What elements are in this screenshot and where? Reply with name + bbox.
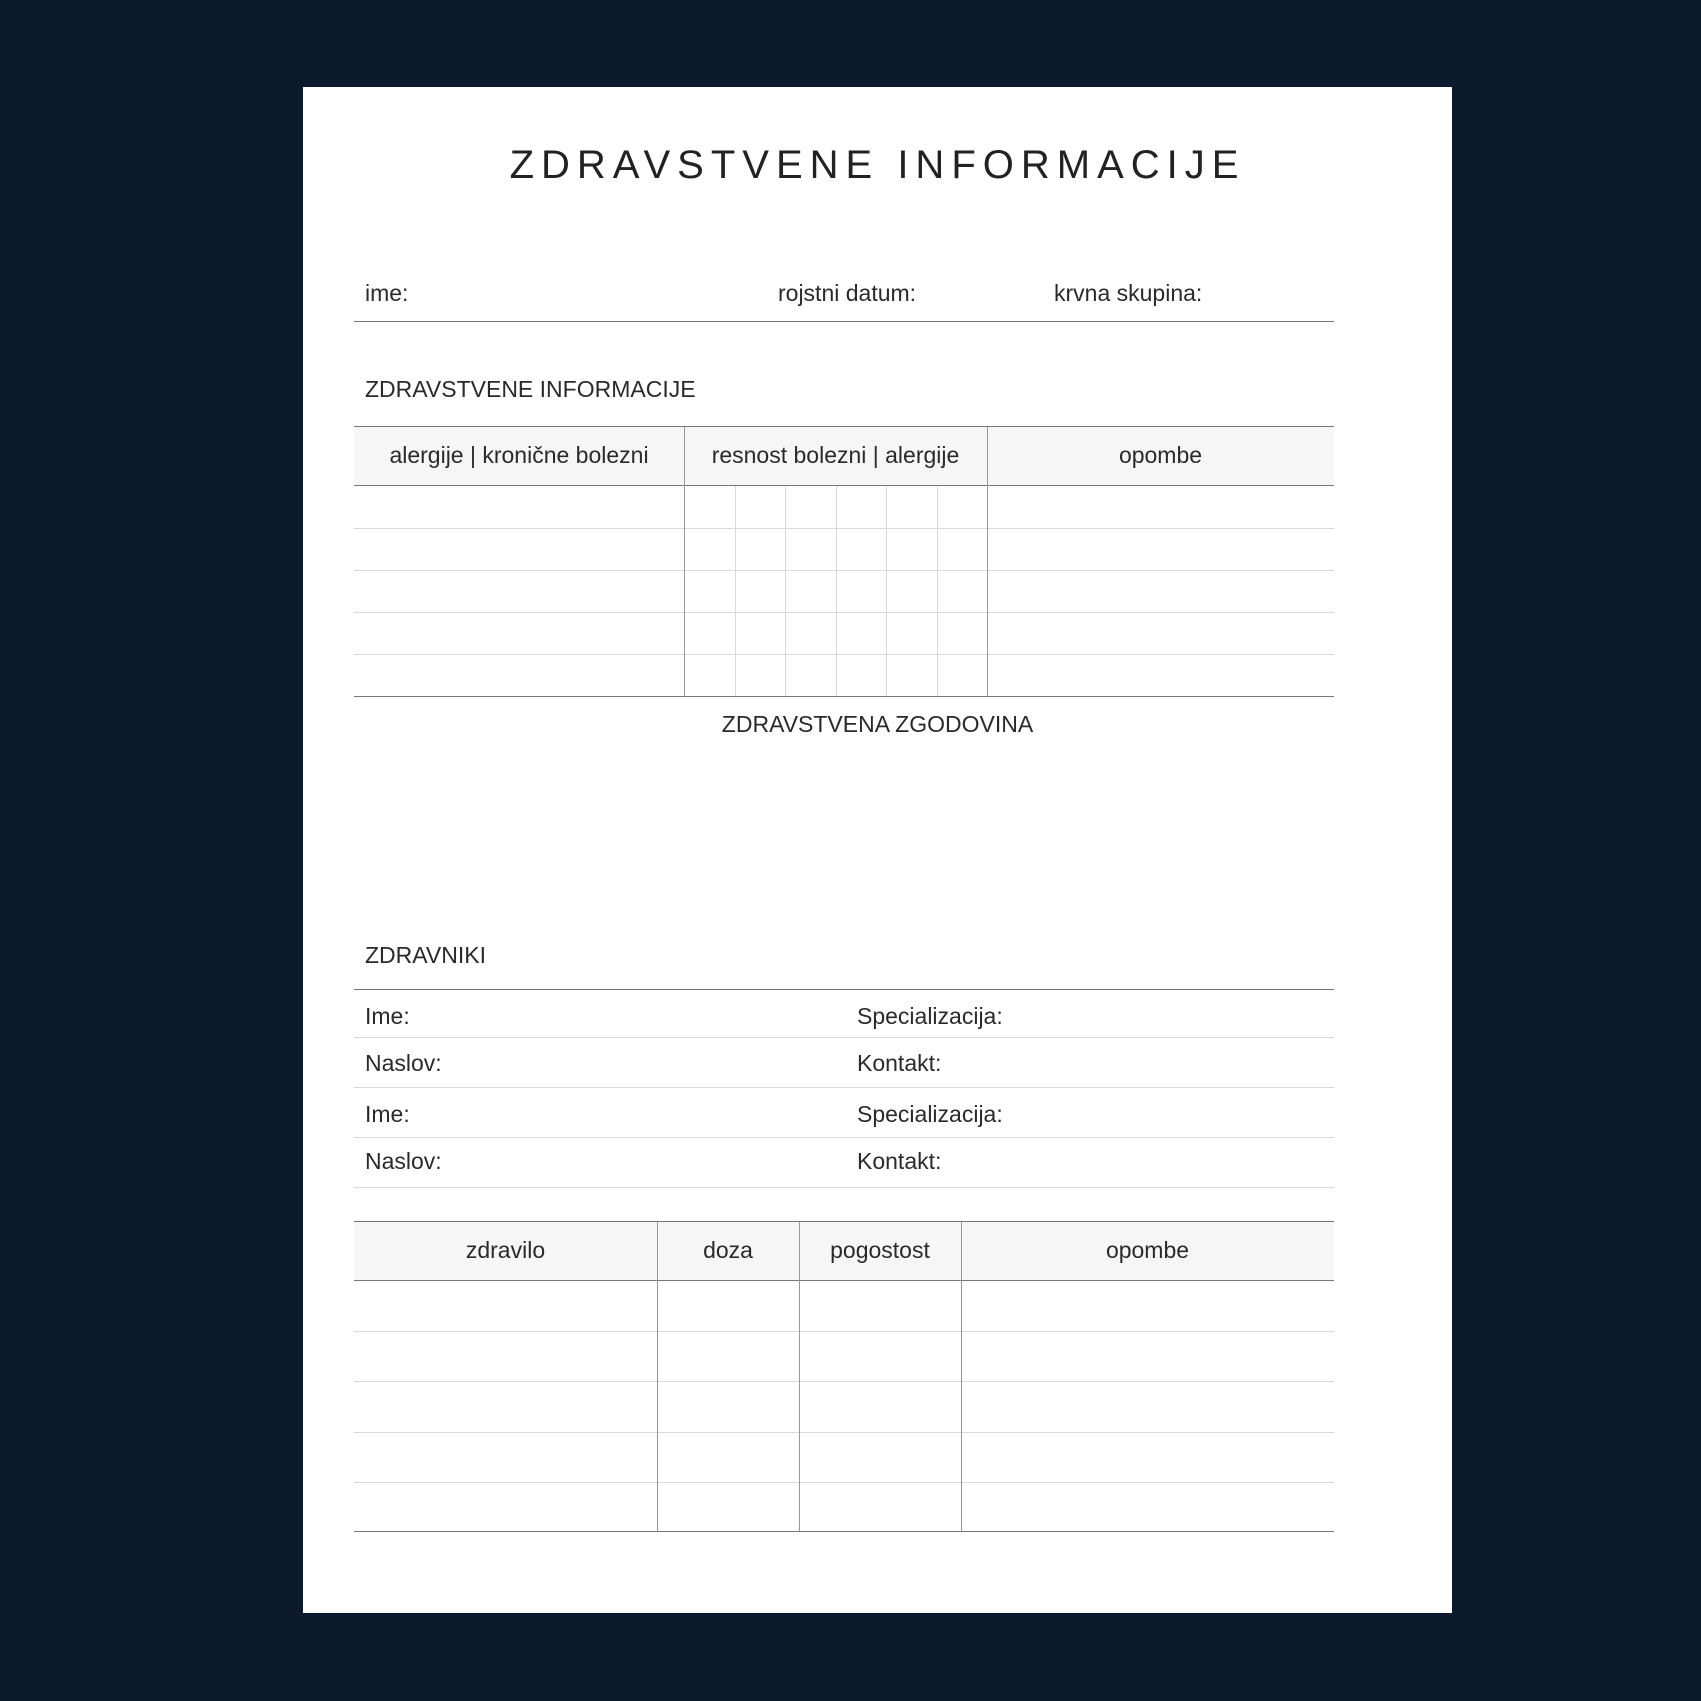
- severity-grid-line: [836, 486, 837, 696]
- table-row: [354, 654, 1334, 655]
- severity-grid-line: [735, 486, 736, 696]
- blood-type-label: krvna skupina:: [1054, 280, 1203, 306]
- medications-table-body[interactable]: [354, 1281, 1334, 1531]
- doctor-1-specialization-label: Specializacija:: [857, 1003, 1003, 1029]
- table-row: [354, 570, 1334, 571]
- doctor-row-divider: [354, 1137, 1334, 1138]
- med-table-bottom-border: [354, 1531, 1334, 1532]
- health-col-allergies: alergije | kronične bolezni: [389, 442, 649, 468]
- table-row: [354, 1331, 1334, 1332]
- med-table-top-border: [354, 1221, 1334, 1222]
- med-col-drug: zdravilo: [465, 1237, 546, 1263]
- table-row: [354, 612, 1334, 613]
- history-notes-area[interactable]: [354, 747, 1334, 997]
- severity-grid-line: [937, 486, 938, 696]
- med-col-frequency: pogostost: [830, 1237, 930, 1263]
- health-col-notes: opombe: [1118, 442, 1203, 468]
- health-table-top-border: [354, 426, 1334, 427]
- severity-grid-line: [886, 486, 887, 696]
- personal-info-underline: [354, 321, 1334, 322]
- history-section-title: ZDRAVSTVENA ZGODOVINA: [721, 711, 1034, 737]
- health-table-body[interactable]: [354, 486, 1334, 696]
- health-table-bottom-border: [354, 696, 1334, 697]
- table-row: [354, 1381, 1334, 1382]
- med-col-divider: [961, 1222, 962, 1531]
- med-col-dose: doza: [703, 1237, 753, 1263]
- doctor-row-divider: [354, 1087, 1334, 1088]
- health-col-divider: [684, 427, 685, 696]
- doctor-2-name-label: Ime:: [365, 1101, 410, 1127]
- med-col-divider: [799, 1222, 800, 1531]
- doctor-2-contact-label: Kontakt:: [857, 1148, 942, 1174]
- doctor-2-specialization-label: Specializacija:: [857, 1101, 1003, 1127]
- table-row: [354, 1482, 1334, 1483]
- doctors-top-border: [354, 989, 1334, 990]
- doctor-1-contact-label: Kontakt:: [857, 1050, 942, 1076]
- health-info-section-title: ZDRAVSTVENE INFORMACIJE: [365, 376, 696, 402]
- health-col-divider: [987, 427, 988, 696]
- med-col-divider: [657, 1222, 658, 1531]
- doctor-row-divider: [354, 1187, 1334, 1188]
- doctors-section-title: ZDRAVNIKI: [365, 942, 486, 968]
- form-page: [303, 87, 1452, 1613]
- doctor-row-divider: [354, 1037, 1334, 1038]
- name-label: ime:: [365, 280, 409, 306]
- doctor-2-address-label: Naslov:: [365, 1148, 442, 1174]
- birthdate-label: rojstni datum:: [778, 280, 917, 306]
- table-row: [354, 528, 1334, 529]
- doctor-1-address-label: Naslov:: [365, 1050, 442, 1076]
- health-col-severity: resnost bolezni | alergije: [711, 442, 960, 468]
- med-col-notes: opombe: [1105, 1237, 1190, 1263]
- severity-grid-line: [785, 486, 786, 696]
- doctor-1-name-label: Ime:: [365, 1003, 410, 1029]
- table-row: [354, 1432, 1334, 1433]
- page-title: ZDRAVSTVENE INFORMACIJE: [509, 143, 1246, 187]
